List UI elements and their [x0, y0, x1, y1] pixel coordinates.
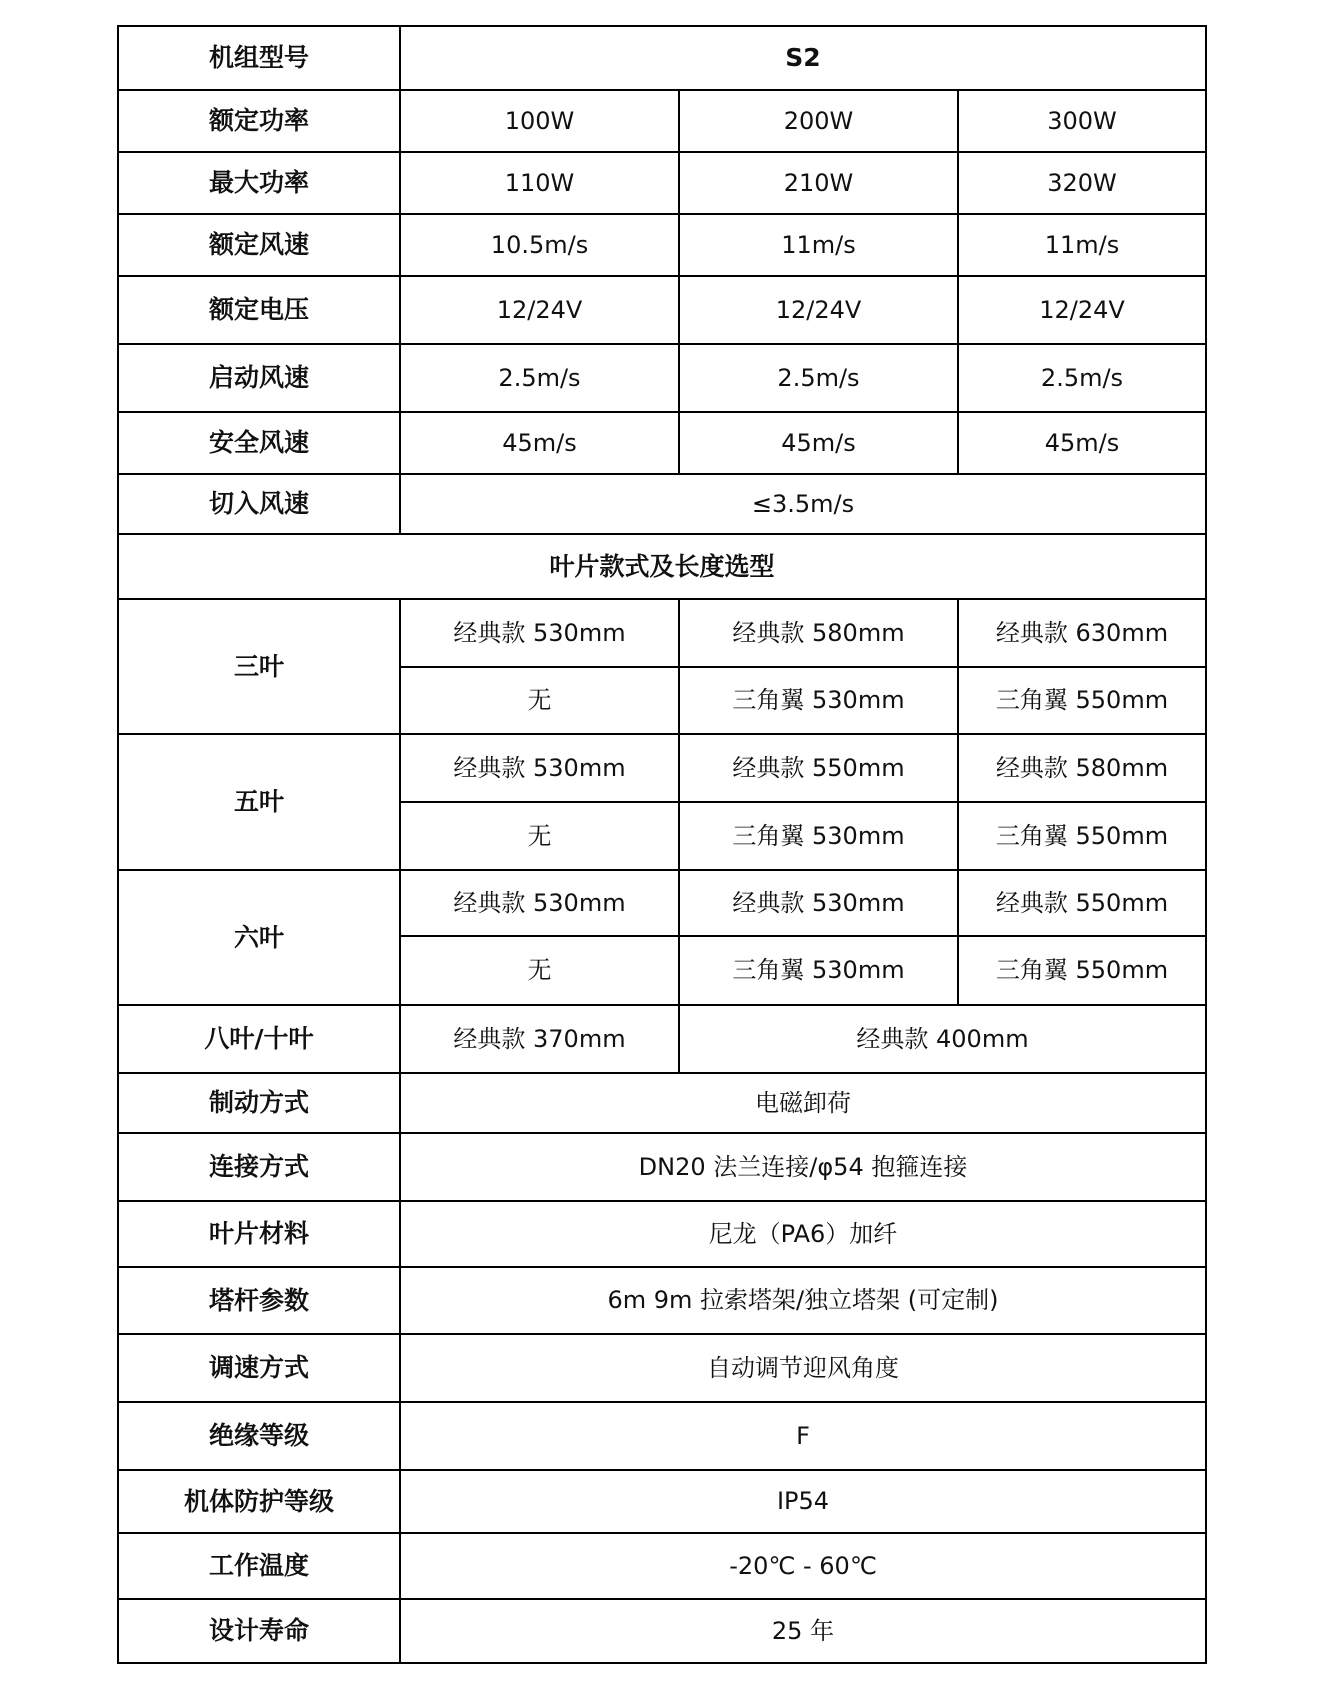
label-six-blade: 六叶	[118, 870, 400, 1005]
blade-section-title: 叶片款式及长度选型	[118, 534, 1206, 599]
row-rated-wind-speed	[118, 214, 1206, 276]
cell: 三角翼 550mm	[958, 802, 1206, 870]
row-eight-ten-blade	[118, 1005, 1206, 1073]
label-insulation-class: 绝缘等级	[118, 1402, 400, 1470]
row-rated-voltage	[118, 276, 1206, 344]
row-tower-params	[118, 1267, 1206, 1334]
cell: 经典款 530mm	[400, 870, 679, 936]
cell: 12/24V	[679, 276, 958, 344]
label-rated-wind-speed: 额定风速	[118, 214, 400, 276]
cell: 经典款 530mm	[400, 599, 679, 667]
cell: 45m/s	[958, 412, 1206, 474]
cell: 45m/s	[679, 412, 958, 474]
row-design-life	[118, 1599, 1206, 1663]
label-three-blade: 三叶	[118, 599, 400, 734]
cell: 经典款 530mm	[679, 870, 958, 936]
row-blade-material	[118, 1201, 1206, 1267]
row-safe-wind-speed	[118, 412, 1206, 474]
cell: 2.5m/s	[679, 344, 958, 412]
row-blade-section-title	[118, 534, 1206, 599]
row-protection-class	[118, 1470, 1206, 1533]
cell: 10.5m/s	[400, 214, 679, 276]
label-model: 机组型号	[118, 26, 400, 90]
value-operating-temp: -20℃ - 60℃	[400, 1533, 1206, 1599]
cell: 经典款 550mm	[958, 870, 1206, 936]
label-blade-material: 叶片材料	[118, 1201, 400, 1267]
row-rated-power	[118, 90, 1206, 152]
cell: 320W	[958, 152, 1206, 214]
cell: 无	[400, 667, 679, 734]
cell: 三角翼 550mm	[958, 936, 1206, 1005]
value-design-life: 25 年	[400, 1599, 1206, 1663]
label-rated-voltage: 额定电压	[118, 276, 400, 344]
cell: 12/24V	[958, 276, 1206, 344]
value-model: S2	[400, 26, 1206, 90]
cell: 经典款 630mm	[958, 599, 1206, 667]
cell: 经典款 580mm	[679, 599, 958, 667]
cell: 三角翼 530mm	[679, 936, 958, 1005]
cell: 45m/s	[400, 412, 679, 474]
label-brake-method: 制动方式	[118, 1073, 400, 1133]
row-insulation-class	[118, 1402, 1206, 1470]
cell: 经典款 580mm	[958, 734, 1206, 802]
value-brake-method: 电磁卸荷	[400, 1073, 1206, 1133]
row-five-blade-1	[118, 734, 1206, 802]
label-tower-params: 塔杆参数	[118, 1267, 400, 1334]
label-protection-class: 机体防护等级	[118, 1470, 400, 1533]
row-start-wind-speed	[118, 344, 1206, 412]
label-speed-regulation: 调速方式	[118, 1334, 400, 1402]
label-design-life: 设计寿命	[118, 1599, 400, 1663]
cell: 经典款 370mm	[400, 1005, 679, 1073]
row-six-blade-1	[118, 870, 1206, 936]
row-speed-regulation	[118, 1334, 1206, 1402]
row-brake-method	[118, 1073, 1206, 1133]
row-connection-method	[118, 1133, 1206, 1201]
cell: 210W	[679, 152, 958, 214]
cell: 12/24V	[400, 276, 679, 344]
label-connection-method: 连接方式	[118, 1133, 400, 1201]
cell: 三角翼 530mm	[679, 667, 958, 734]
row-model	[118, 26, 1206, 90]
row-operating-temp	[118, 1533, 1206, 1599]
cell: 2.5m/s	[958, 344, 1206, 412]
cell: 三角翼 550mm	[958, 667, 1206, 734]
row-three-blade-1	[118, 599, 1206, 667]
label-five-blade: 五叶	[118, 734, 400, 870]
cell: 11m/s	[679, 214, 958, 276]
value-protection-class: IP54	[400, 1470, 1206, 1533]
cell: 三角翼 530mm	[679, 802, 958, 870]
cell: 100W	[400, 90, 679, 152]
label-start-wind-speed: 启动风速	[118, 344, 400, 412]
cell: 2.5m/s	[400, 344, 679, 412]
cell: 11m/s	[958, 214, 1206, 276]
value-connection-method: DN20 法兰连接/φ54 抱箍连接	[400, 1133, 1206, 1201]
cell: 经典款 530mm	[400, 734, 679, 802]
value-blade-material: 尼龙（PA6）加纤	[400, 1201, 1206, 1267]
label-safe-wind-speed: 安全风速	[118, 412, 400, 474]
label-operating-temp: 工作温度	[118, 1533, 400, 1599]
cell: 110W	[400, 152, 679, 214]
cell: 300W	[958, 90, 1206, 152]
cell: 无	[400, 802, 679, 870]
row-max-power	[118, 152, 1206, 214]
value-tower-params: 6m 9m 拉索塔架/独立塔架 (可定制)	[400, 1267, 1206, 1334]
value-cut-in-wind-speed: ≤3.5m/s	[400, 474, 1206, 534]
cell: 经典款 400mm	[679, 1005, 1206, 1073]
label-max-power: 最大功率	[118, 152, 400, 214]
label-cut-in-wind-speed: 切入风速	[118, 474, 400, 534]
cell: 200W	[679, 90, 958, 152]
row-cut-in-wind-speed	[118, 474, 1206, 534]
spec-table	[117, 25, 1207, 1664]
value-insulation-class: F	[400, 1402, 1206, 1470]
cell: 经典款 550mm	[679, 734, 958, 802]
value-speed-regulation: 自动调节迎风角度	[400, 1334, 1206, 1402]
cell: 无	[400, 936, 679, 1005]
label-eight-ten-blade: 八叶/十叶	[118, 1005, 400, 1073]
label-rated-power: 额定功率	[118, 90, 400, 152]
